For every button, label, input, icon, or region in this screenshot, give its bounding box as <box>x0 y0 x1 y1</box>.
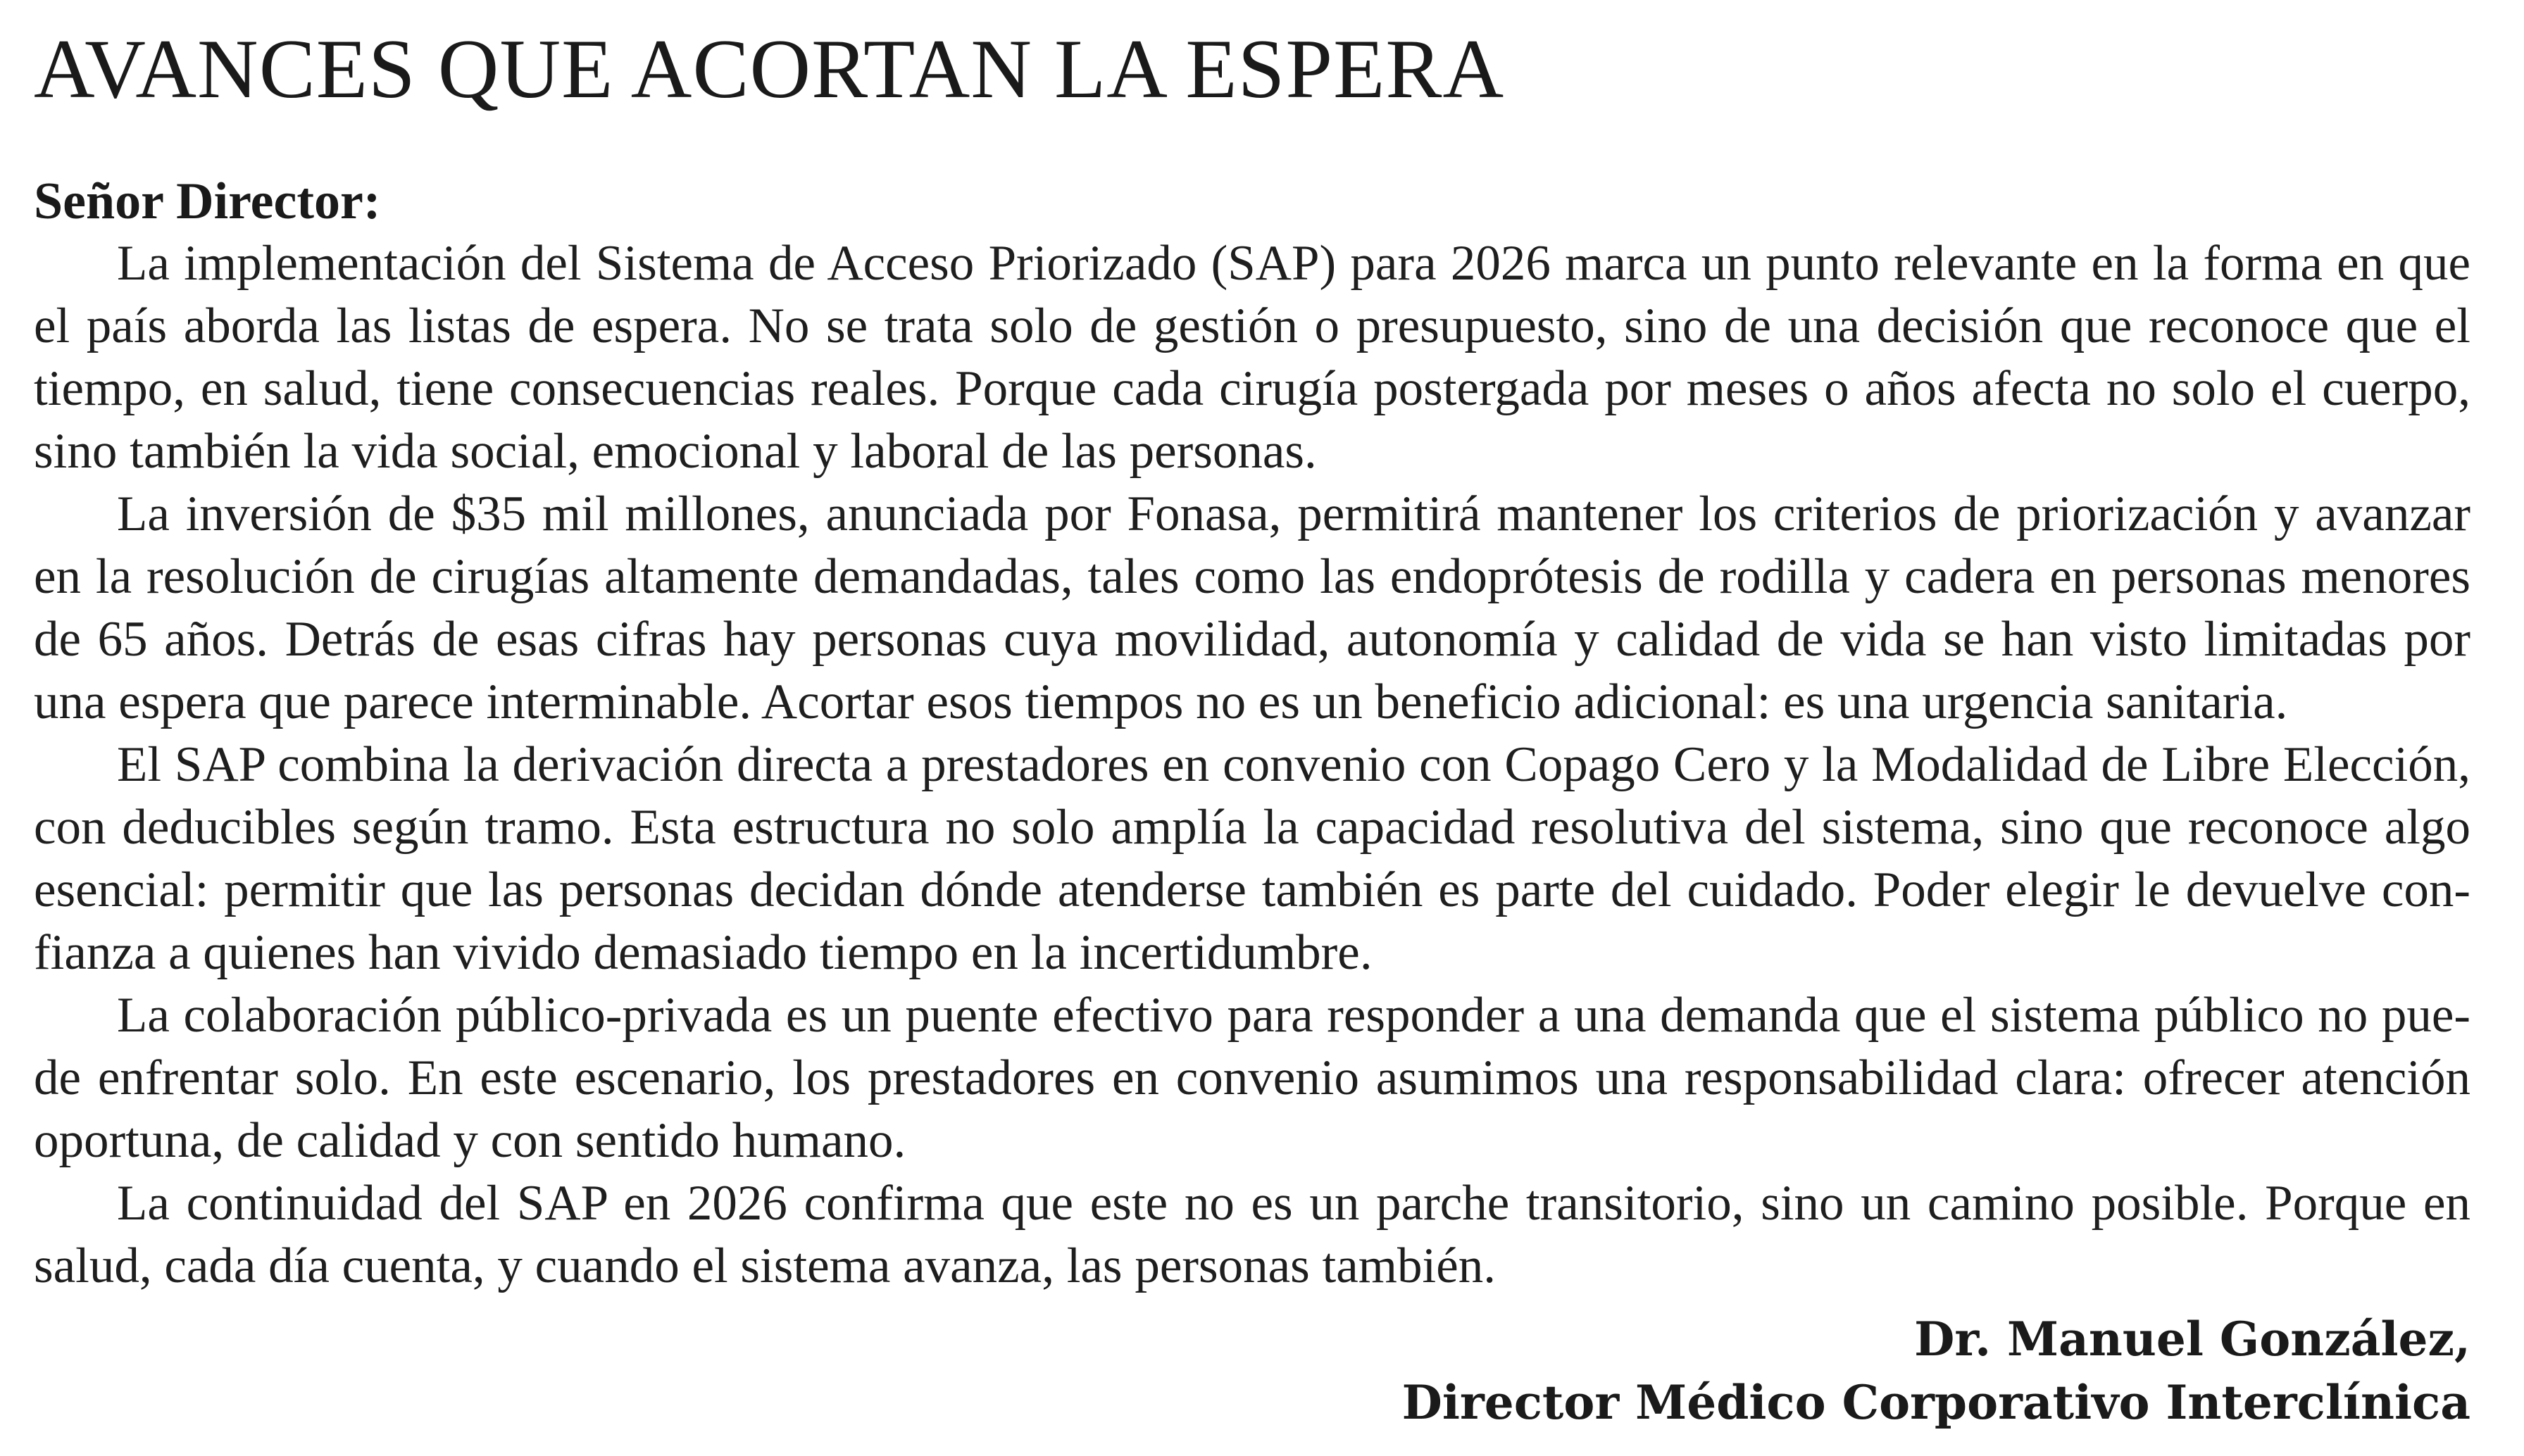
headline: AVANCES QUE ACORTAN LA ESPERA <box>34 22 1505 115</box>
salutation: Señor Director: <box>34 172 381 230</box>
body-paragraph: El SAP combina la derivación directa a prestadores en convenio con Copago Cero y la Modalidad de Libre Elección, con deducibles según tramo. Esta estructura no solo amplía la capacidad resolutiva del sistema, sino que reconoce algo esencial: permitir que las personas decidan dónde atenderse también es parte del cuidado. Poder elegir le devuelve confianza a quienes han vivido demasiado tiempo en la incertidumbre. <box>34 737 2470 980</box>
body-paragraph: La colaboración público-privada es un puente efectivo para responder a una demanda que el sistema público no puede enfrentar solo. En este escenario, los prestadores en convenio asumimos una responsabilidad clara: ofrecer atención oportuna, de calidad y con sentido humano. <box>34 988 2470 1168</box>
letter-to-editor <box>34 20 2470 1434</box>
signature-name: Dr. Manuel González, <box>1914 1312 2470 1367</box>
signature-block <box>34 1307 2470 1434</box>
body-paragraph: La implementación del Sistema de Acceso Priorizado (SAP) para 2026 marca un punto relevante en la forma en que el país aborda las listas de espera. No se trata solo de gestión o presupuesto, sino de una decisión que reconoce que el tiempo, en salud, tiene consecuencias reales. Porque cada cirugía postergada por meses o años afecta no solo el cuerpo, sino también la vida social, emocional y laboral de las personas. <box>34 236 2470 479</box>
signature-title: Director Médico Corporativo Interclínica <box>1401 1375 2470 1430</box>
body-paragraph: La continuidad del SAP en 2026 confirma que este no es un parche transitorio, sino un camino posible. Porque en salud, cada día cuenta, y cuando el sistema avanza, las personas también. <box>34 1176 2470 1293</box>
body-paragraph: La inversión de $35 mil millones, anunciada por Fonasa, permitirá mantener los criterios de priorización y avanzar en la resolución de cirugías altamente demandadas, tales como las endoprótesis de rodilla y cadera en personas menores de 65 años. Detrás de esas cifras hay personas cuya movilidad, autonomía y calidad de vida se han visto limitadas por una espera que parece interminable. Acortar esos tiempos no es un beneficio adicional: es una urgencia sanitaria. <box>34 487 2470 729</box>
